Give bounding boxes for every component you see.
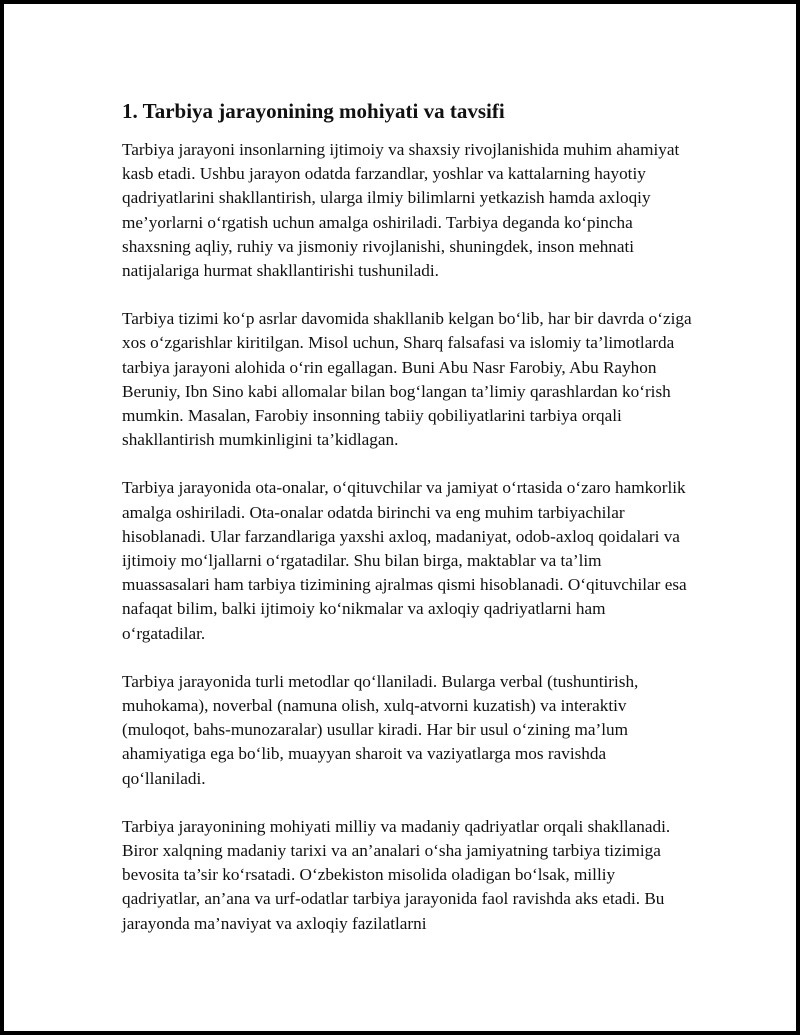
- paragraph-5: Tarbiya jarayonining mohiyati milliy va madaniy qadriyatlar orqali shakllanadi. Biror xalqning madaniy tarixi va an’analari o‘sha jamiyatning tarbiya tizimiga bevosita ta’sir ko‘rsatadi. O‘zbekiston misolida oladigan bo‘lsak, milliy qadriyatlar, an’ana va urf-odatlar tarbiya jarayonida faol ravishda aks etadi. Bu jarayonda ma’naviyat va axloqiy fazilatlarni: [122, 816, 671, 933]
- section-heading: 1. Tarbiya jarayonining mohiyati va tavsifi: [122, 99, 505, 123]
- document-body: [122, 98, 692, 960]
- paragraph-3: Tarbiya jarayonida ota-onalar, o‘qituvchilar va jamiyat o‘rtasida o‘zaro hamkorlik amalga oshiriladi. Ota-onalar odatda birinchi va eng muhim tarbiyachilar hisoblanadi. Ular farzandlariga yaxshi axloq, madaniyat, odob-axloq qoidalari va ijtimoiy mo‘ljallarni o‘rgatadilar. Shu bilan birga, maktablar va ta’lim muassasalari ham tarbiya tizimining ajralmas qismi hisoblanadi. O‘qituvchilar esa nafaqat bilim, balki ijtimoiy ko‘nikmalar va axloqiy qadriyatlarni ham o‘rgatadilar.: [122, 478, 687, 643]
- paragraph-1: Tarbiya jarayoni insonlarning ijtimoiy va shaxsiy rivojlanishida muhim ahamiyat kasb etadi. Ushbu jarayon odatda farzandlar, yoshlar va kattalarning hayotiy qadriyatlarini shakllantirish, ularga ilmiy bilimlarni yetkazish hamda axloqiy me’yorlarni o‘rgatish uchun amalga oshiriladi. Tarbiya deganda ko‘pincha shaxsning aqliy, ruhiy va jismoniy rivojlanishi, shuningdek, inson mehnati natijalariga hurmat shakllantirishi tushuniladi.: [122, 140, 680, 281]
- paragraph-2: Tarbiya tizimi ko‘p asrlar davomida shakllanib kelgan bo‘lib, har bir davrda o‘ziga xos o‘zgarishlar kiritilgan. Misol uchun, Sharq falsafasi va islomiy ta’limotlarda tarbiya jarayoni alohida o‘rin egallagan. Buni Abu Nasr Farobiy, Abu Rayhon Beruniy, Ibn Sino kabi allomalar bilan bog‘langan ta’limiy qarashlardan ko‘rish mumkin. Masalan, Farobiy insonning tabiiy qobiliyatlarini tarbiya orqali shakllantirish mumkinligini ta’kidlagan.: [122, 309, 692, 450]
- paragraph-4: Tarbiya jarayonida turli metodlar qo‘llaniladi. Bularga verbal (tushuntirish, muhokama), noverbal (namuna olish, xulq-atvorni kuzatish) va interaktiv (muloqot, bahs-munozaralar) usullar kiradi. Har bir usul o‘zining ma’lum ahamiyatiga ega bo‘lib, muayyan sharoit va vaziyatlarga mos ravishda qo‘llaniladi.: [122, 671, 639, 788]
